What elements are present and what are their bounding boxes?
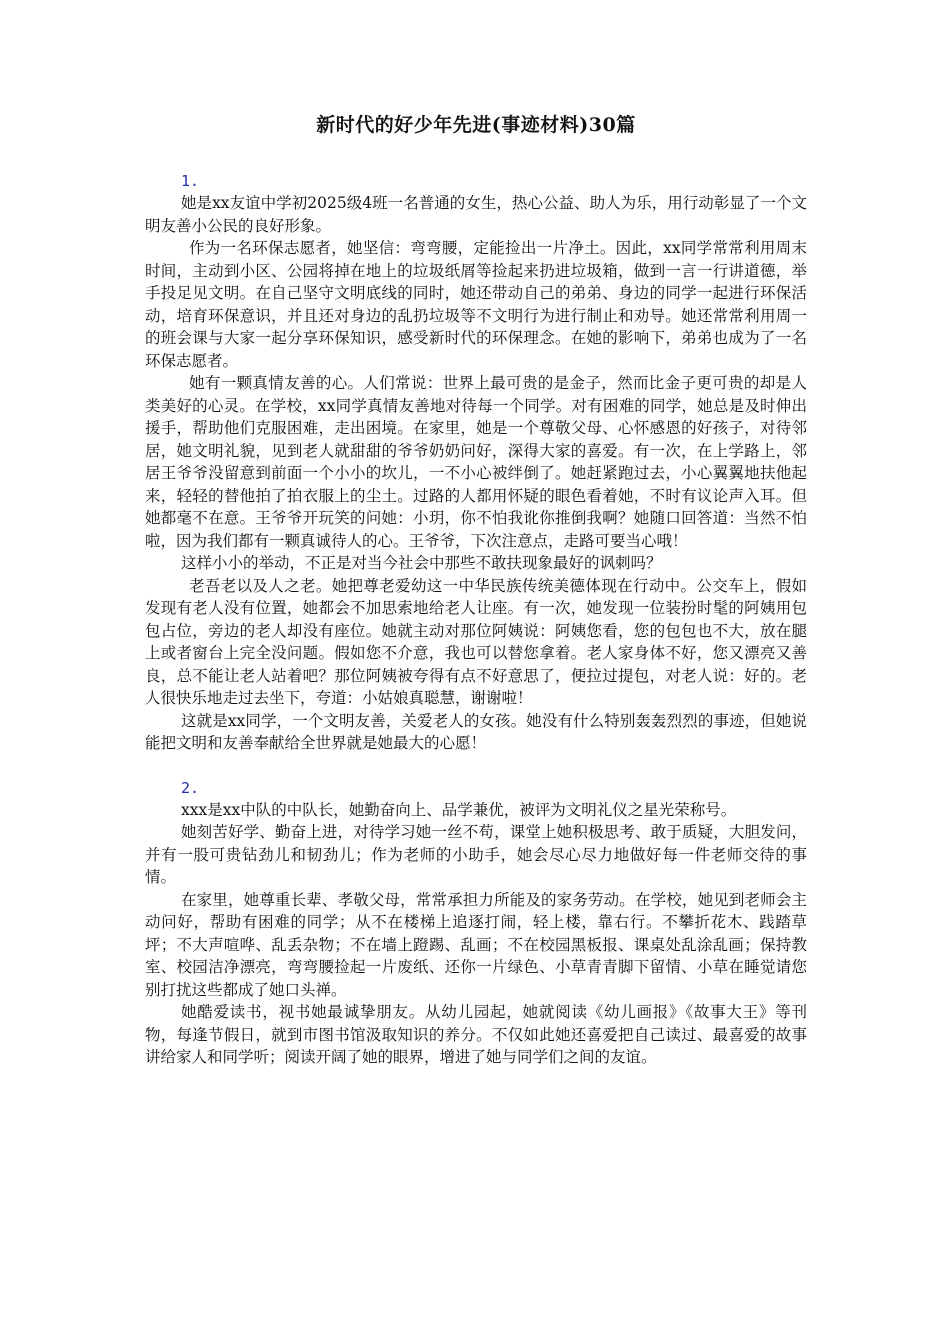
paragraph: 在家里，她尊重长辈、孝敬父母，常常承担力所能及的家务劳动。在学校，她见到老师会主动问好，帮助有困难的同学；从不在楼梯上追逐打闹，轻上楼，靠右行。不攀折花木、践踏草坪；不大声喧哗、乱丢杂物；不在墙上蹬踢、乱画；不在校园黑板报、课桌处乱涂乱画；保持教室、校园洁净漂亮，弯弯腰捡起一片废纸、还你一片绿色、小草青青脚下留情、小草在睡觉请您别打扰这些都成了她口头禅。 [145, 890, 807, 999]
paragraph: 作为一名环保志愿者，她坚信：弯弯腰，定能捡出一片净土。因此，xx同学常常利用周末时间，主动到小区、公园将掉在地上的垃圾纸屑等捡起来扔进垃圾箱，做到一言一行讲道德，举手投足见文明。在自己坚守文明底线的同时，她还带动自己的弟弟、身边的同学一起进行环保活动，培育环保意识，并且还对身边的乱扔垃圾等不文明行为进行制止和劝导。她还常常利用周一的班会课与大家一起分享环保知识，感受新时代的环保理念。在她的影响下，弟弟也成为了一名环保志愿者。 [145, 239, 807, 370]
document-title: 新时代的好少年先进(事迹材料)30篇 [316, 114, 636, 136]
section-1 [145, 170, 807, 755]
paragraph: 她酷爱读书，视书她最诚挚朋友。从幼儿园起，她就阅读《幼儿画报》《故事大王》等刊物，每逢节假日，就到市图书馆汲取知识的养分。不仅如此她还喜爱把自己读过、最喜爱的故事讲给家人和同学听；阅读开阔了她的眼界，增进了她与同学们之间的友谊。 [145, 1003, 807, 1066]
section-2 [145, 777, 807, 1069]
document-page [145, 112, 807, 1069]
paragraph: xxx是xx中队的中队长，她勤奋向上、品学兼优，被评为文明礼仪之星光荣称号。 [181, 800, 737, 819]
section-number: 2. [181, 778, 200, 797]
paragraph: 她刻苦好学、勤奋上进，对待学习她一丝不苟，课堂上她积极思考、敢于质疑，大胆发问，并有一股可贵钻劲儿和韧劲儿；作为老师的小助手，她会尽心尽力地做好每一件老师交待的事情。 [145, 823, 807, 886]
paragraph: 老吾老以及人之老。她把尊老爱幼这一中华民族传统美德体现在行动中。公交车上，假如发现有老人没有位置，她都会不加思索地给老人让座。有一次，她发现一位装扮时髦的阿姨用包包占位，旁边的老人却没有座位。她就主动对那位阿姨说：阿姨您看，您的包包也不大，放在腿上或者窗台上完全没问题。假如您不介意，我也可以替您拿着。老人家身体不好，您又漂亮又善良，总不能让老人站着吧？那位阿姨被夸得有点不好意思了，便拉过提包，对老人说：好的。老人很快乐地走过去坐下，夸道：小姑娘真聪慧，谢谢啦！ [145, 576, 807, 707]
paragraph: 她有一颗真情友善的心。人们常说：世界上最可贵的是金子，然而比金子更可贵的却是人类美好的心灵。在学校，xx同学真情友善地对待每一个同学。对有困难的同学，她总是及时伸出援手，帮助他们克服困难，走出困境。在家里，她是一个尊敬父母、心怀感恩的好孩子，对待邻居，她文明礼貌，见到老人就甜甜的爷爷奶奶问好，深得大家的喜爱。有一次，在上学路上，邻居王爷爷没留意到前面一个小小的坎儿，一不小心被绊倒了。她赶紧跑过去，小心翼翼地扶他起来，轻轻的替他拍了拍衣服上的尘土。过路的人都用怀疑的眼色看着她，不时有议论声入耳。但她都毫不在意。王爷爷开玩笑的问她：小玥，你不怕我讹你推倒我啊？她随口回答道：当然不怕啦，因为我们都有一颗真诚待人的心。王爷爷，下次注意点，走路可要当心哦！ [145, 374, 807, 550]
section-gap [145, 755, 807, 777]
paragraph: 这就是xx同学，一个文明友善，关爱老人的女孩。她没有什么特别轰轰烈烈的事迹，但她说能把文明和友善奉献给全世界就是她最大的心愿！ [145, 711, 807, 752]
paragraph: 她是xx友谊中学初2025级4班一名普通的女生，热心公益、助人为乐，用行动彰显了一个文明友善小公民的良好形象。 [145, 194, 807, 235]
paragraph: 这样小小的举动，不正是对当今社会中那些不敢扶现象最好的讽刺吗？ [181, 554, 662, 572]
section-number: 1. [181, 172, 200, 190]
